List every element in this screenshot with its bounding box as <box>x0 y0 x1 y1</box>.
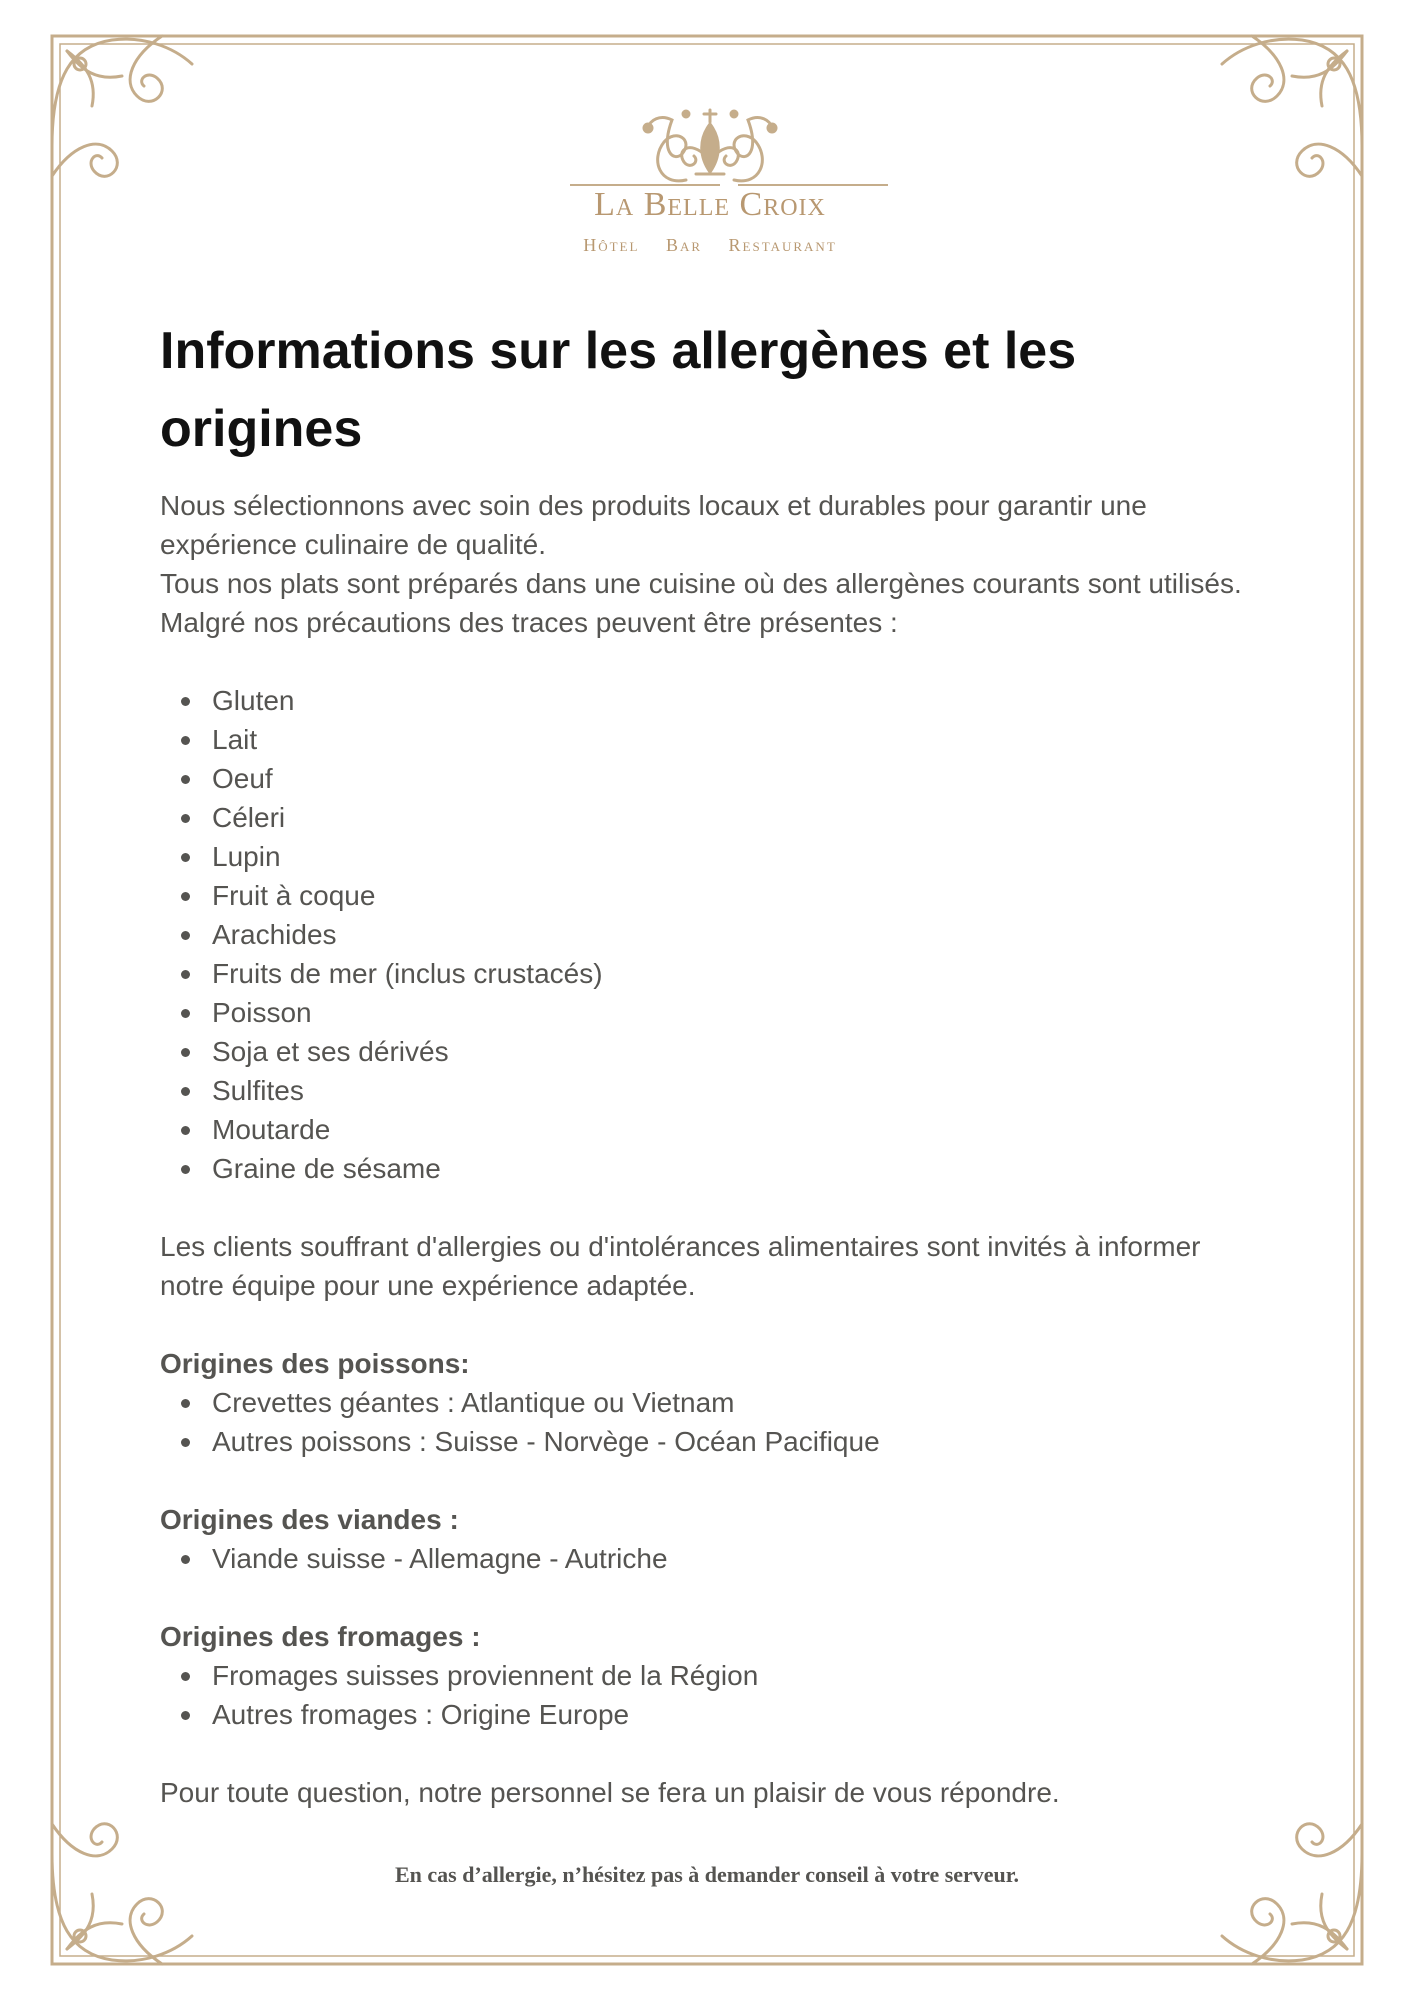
list-item: Moutarde <box>212 1110 1260 1149</box>
list-item: Graine de sésame <box>212 1149 1260 1188</box>
brand-name: La Belle Croix <box>594 186 826 223</box>
list-item: Lait <box>212 720 1260 759</box>
list-item: Fromages suisses proviennent de la Région <box>212 1656 1260 1695</box>
intro-paragraph: Nous sélectionnons avec soin des produits locaux et durables pour garantir une expérience culinaire de qualité. <box>160 490 1147 560</box>
list-item: Viande suisse - Allemagne - Autriche <box>212 1539 1260 1578</box>
cheese-origins-list <box>160 1656 1260 1734</box>
list-item: Poisson <box>212 993 1260 1032</box>
list-item: Fruits de mer (inclus crustacés) <box>212 954 1260 993</box>
brand-subtitle-restaurant: Restaurant <box>728 235 837 255</box>
list-item: Autres fromages : Origine Europe <box>212 1695 1260 1734</box>
brand-subtitle-hotel: Hôtel <box>583 235 640 255</box>
allergen-list <box>160 681 1260 1188</box>
list-item: Lupin <box>212 837 1260 876</box>
brand-subtitle <box>540 235 880 256</box>
list-item: Arachides <box>212 915 1260 954</box>
allergy-notice: Les clients souffrant d'allergies ou d'intolérances alimentaires sont invités à informer notre équipe pour une expérience adaptée. <box>160 1231 1201 1301</box>
meat-origins-list <box>160 1539 1260 1578</box>
main-content <box>160 312 1260 1812</box>
brand-subtitle-bar: Bar <box>665 235 703 255</box>
footer-note: En cas d’allergie, n’hésitez pas à demander conseil à votre serveur. <box>394 1862 1020 1887</box>
fish-origins-title: Origines des poissons: <box>160 1348 470 1379</box>
meat-origins-title: Origines des viandes : <box>160 1504 459 1535</box>
list-item: Fruit à coque <box>212 876 1260 915</box>
cheese-origins-title: Origines des fromages : <box>160 1621 481 1652</box>
intro-paragraph: Tous nos plats sont préparés dans une cuisine où des allergènes courants sont utilisés. Malgré nos précautions des traces peuvent être présentes : <box>160 568 1242 638</box>
list-item: Oeuf <box>212 759 1260 798</box>
list-item: Sulfites <box>212 1071 1260 1110</box>
brand-logo <box>540 100 880 270</box>
list-item: Gluten <box>212 681 1260 720</box>
list-item: Crevettes géantes : Atlantique ou Vietnam <box>212 1383 1260 1422</box>
list-item: Soja et ses dérivés <box>212 1032 1260 1071</box>
fleur-de-lis-icon <box>620 100 800 186</box>
fish-origins-list <box>160 1383 1260 1461</box>
list-item: Céleri <box>212 798 1260 837</box>
page-title: Informations sur les allergènes et les origines <box>160 322 1077 458</box>
closing-paragraph: Pour toute question, notre personnel se fera un plaisir de vous répondre. <box>160 1777 1060 1808</box>
list-item: Autres poissons : Suisse - Norvège - Océan Pacifique <box>212 1422 1260 1461</box>
